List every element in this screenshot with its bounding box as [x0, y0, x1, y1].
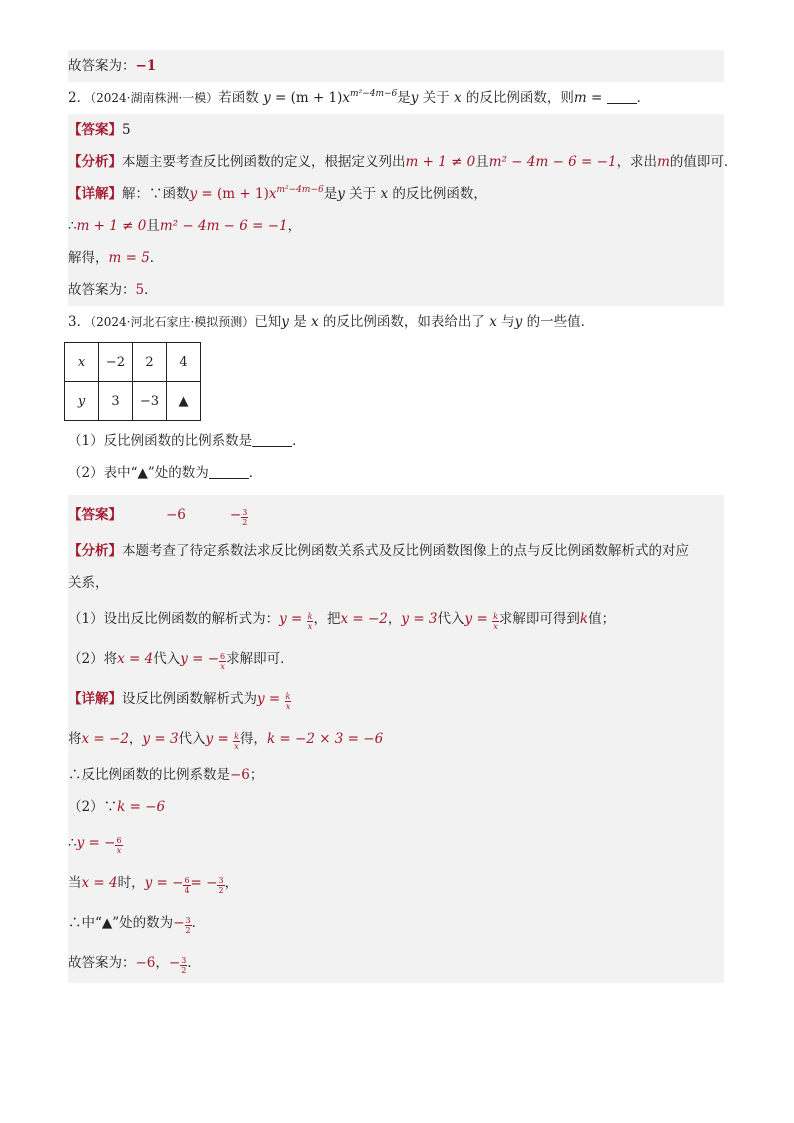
q2-analysis: 【分析】本题主要考查反比例函数的定义，根据定义列出m + 1 ≠ 0且m² − 4m − 6 = −1，求出m的值即可． [68, 154, 738, 170]
table-head-cell: x [65, 343, 99, 382]
q3-blank-1 [252, 432, 292, 447]
q1-final-answer: 故答案为：−1 [68, 50, 724, 82]
q3-detail: 【详解】设反比例函数解析式为y = $\frac{k}{x}$ [68, 691, 291, 711]
table-cell: 4 [167, 343, 201, 382]
q3-final-answer: 故答案为：−6，− $\frac{3}{2}$ ． [68, 955, 201, 975]
table-cell: 3 [99, 382, 133, 421]
q2-answer: 【答案】5 [68, 122, 131, 138]
q3-detail-step-substitute: 将x = −2，y = 3代入y = $\frac{k}{x}$ 得，k = −2 × 3 = −6 [68, 731, 384, 751]
q2-final-answer: 故答案为：5． [68, 282, 158, 298]
q3-detail-step-function: ∴y = − $\frac{6}{x}$ [68, 835, 122, 855]
q3-detail-step-evaluate: 当x = 4时，y = − $\frac{6}{4}$ = − $\frac{3}{2}$ ， [68, 875, 239, 895]
q3-analysis: 【分析】本题考查了待定系数法求反比例函数关系式及反比例函数图像上的点与反比例函数解析式的对应 [68, 543, 689, 559]
fraction-3-2: $\frac{3}{2}$ [242, 508, 248, 527]
q2-solution [68, 114, 738, 306]
table-cell: −3 [133, 382, 167, 421]
table-cell: −2 [99, 343, 133, 382]
q3-blank-2 [209, 464, 249, 479]
q3-answer: 【答案】 −6 − $\frac{3}{2}$ [68, 507, 248, 527]
q3-detail-step-result: ∴中“▲”处的数为− $\frac{3}{2}$ ． [68, 915, 206, 935]
q3-detail-step-k: （2）∵k = −6 [68, 799, 166, 815]
q3-subquestion-1: （1）反比例函数的比例系数是 ． [68, 433, 306, 449]
q3-subquestion-2: （2）表中“▲”处的数为 ． [68, 465, 263, 481]
table-head-cell: y [65, 382, 99, 421]
page [68, 50, 738, 983]
q2-detail: 【详解】解：∵函数$y = (m + 1)x^{m^2-4m-6}$是y 关于 x 的反比例函数， [68, 185, 487, 202]
q3-solution [68, 495, 724, 983]
q3-value-table [64, 342, 201, 421]
q2-step-condition: ∴m + 1 ≠ 0且m² − 4m − 6 = −1， [68, 218, 302, 234]
table-row [65, 382, 201, 421]
q2-answer-blank [607, 89, 637, 104]
q3-analysis-step-2: （2）将x = 4代入y = − $\frac{6}{x}$ 求解即可． [68, 651, 294, 671]
table-cell: 2 [133, 343, 167, 382]
table-row [65, 343, 201, 382]
q3-analysis-step-1: （1）设出反比例函数的解析式为：y = $\frac{k}{x}$ ，把x = −2，y = 3代入y = $\frac{k}{x}$ 求解即可得到k值； [68, 611, 616, 631]
q3-stem: 3．（2024·河北石家庄·模拟预测）已知y 是 x 的反比例函数，如表给出了 x 与y 的一些值． [68, 314, 595, 330]
q2-stem: 2．（2024·湖南株洲·一模）若函数 $y = (m + 1)x^{m^2-4m-6}$是y 关于 x 的反比例函数，则m = ． [68, 89, 651, 106]
q3-analysis-cont: 关系， [68, 575, 109, 591]
table-cell: ▲ [167, 382, 201, 421]
q3-detail-step-coefficient: ∴反比例函数的比例系数是−6； [68, 767, 264, 783]
q2-step-solve: 解得，m = 5． [68, 250, 164, 266]
